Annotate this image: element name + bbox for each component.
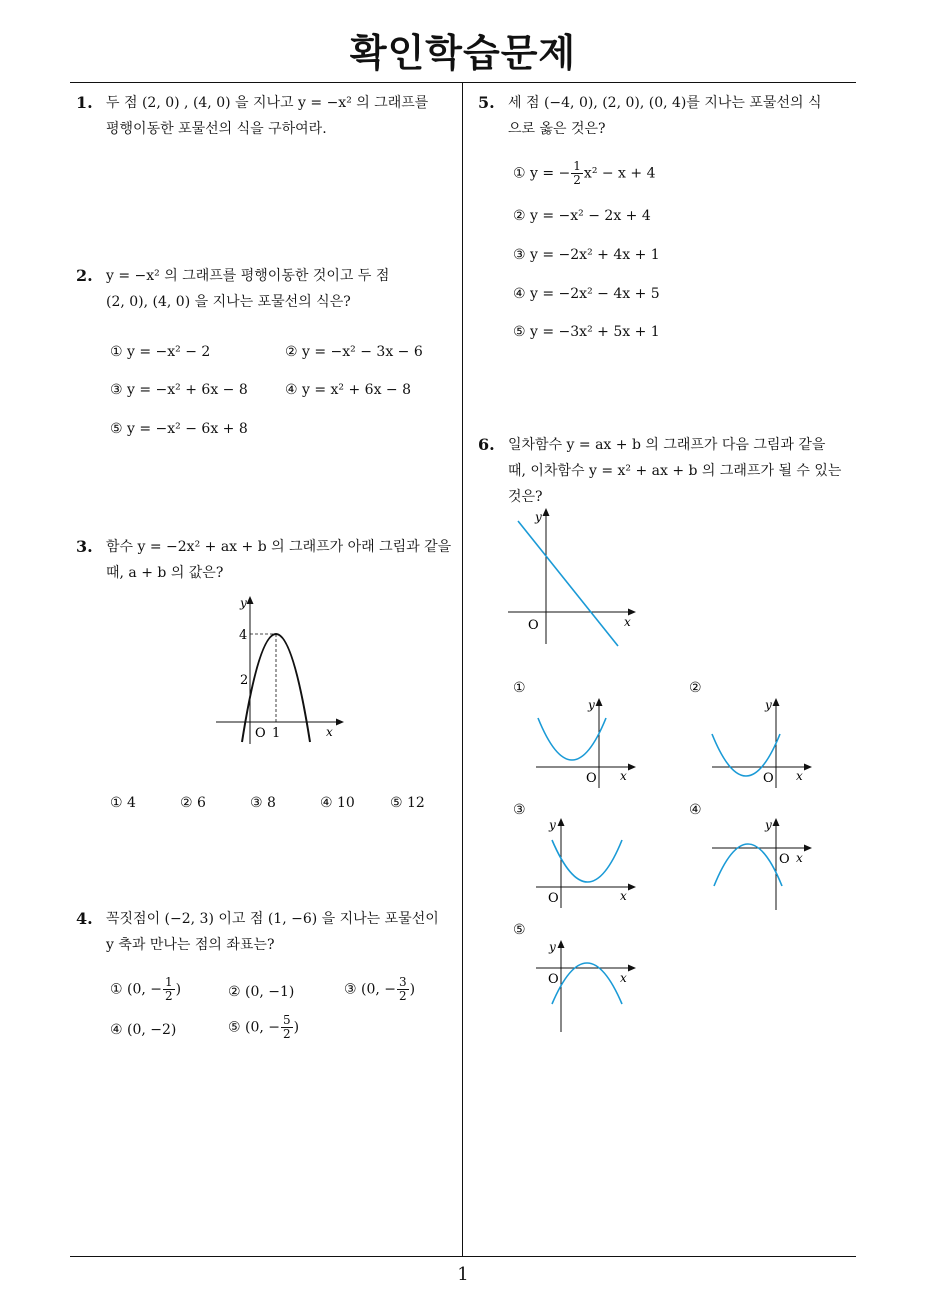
x-axis-arrow <box>336 719 344 726</box>
tick-label-y-4: 4 <box>239 628 248 643</box>
q6-option-3-graph[interactable] <box>532 812 640 912</box>
question-3 <box>76 534 456 586</box>
question-text: 꼭짓점이 (−2, 3) 이고 점 (1, −6) 을 지나는 포물선이 <box>106 911 439 927</box>
question-number: 2. <box>76 266 93 285</box>
answer-option[interactable]: ① y = −x² − 2 <box>110 344 211 360</box>
parabola-curve <box>552 840 622 882</box>
option-mark[interactable]: ④ <box>689 802 702 818</box>
x-axis-arrow <box>804 764 812 771</box>
y-axis-arrow <box>558 940 565 948</box>
option-text: ③ (0, − <box>344 981 397 998</box>
question-4 <box>76 906 466 958</box>
option-mark[interactable]: ② <box>689 680 702 696</box>
y-axis-label: y <box>549 940 556 954</box>
question-text: (2, 0), (4, 0) 을 지나는 포물선의 식은? <box>106 294 351 310</box>
tick-label-x: 1 <box>272 726 281 741</box>
question-text: 함수 y = −2x² + ax + b 의 그래프가 아래 그림과 같을 <box>106 539 452 555</box>
option-text: ④ (0, −2) <box>110 1022 177 1038</box>
answer-option[interactable]: ⑤ y = −x² − 6x + 8 <box>110 421 248 437</box>
fraction <box>571 160 583 187</box>
option-mark[interactable]: ① <box>513 680 526 696</box>
fraction-numerator: 3 <box>399 975 407 989</box>
y-axis-label: y <box>588 698 595 712</box>
question-text: y 축과 만나는 점의 좌표는? <box>106 937 275 953</box>
answer-option[interactable]: ③ y = −2x² + 4x + 1 <box>513 247 660 263</box>
column-divider <box>462 82 463 1256</box>
origin-label: O <box>528 618 539 633</box>
answer-option[interactable]: ⑤ y = −3x² + 5x + 1 <box>513 324 660 340</box>
option-text: ⑤ (0, − <box>228 1019 281 1036</box>
option-text: x² − x + 4 <box>583 165 656 182</box>
fraction-denominator: 2 <box>399 989 407 1003</box>
answer-option[interactable]: ③ 8 <box>250 795 276 811</box>
fraction-denominator: 2 <box>283 1027 291 1041</box>
tick-label-y-2: 2 <box>240 673 249 688</box>
answer-option[interactable]: ④ y = −2x² − 4x + 5 <box>513 286 660 302</box>
question-number: 5. <box>478 93 495 112</box>
question-text: 일차함수 y = ax + b 의 그래프가 다음 그림과 같을 <box>508 437 826 453</box>
answer-option[interactable] <box>344 976 415 1003</box>
answer-option[interactable]: ② y = −x² − 2x + 4 <box>513 208 651 224</box>
option-text: ② (0, −1) <box>228 984 295 1000</box>
question-text: 두 점 (2, 0) , (4, 0) 을 지나고 y = −x² 의 그래프를 <box>106 95 429 111</box>
question-1 <box>76 90 456 142</box>
fraction <box>281 1014 293 1041</box>
fraction-numerator: 1 <box>573 159 581 173</box>
answer-option[interactable]: ④ 10 <box>320 795 355 811</box>
parabola-curve <box>712 734 780 776</box>
x-axis-label: x <box>326 725 333 739</box>
origin-label: O <box>548 972 559 987</box>
question-text: 으로 옳은 것은? <box>508 121 606 137</box>
origin-label: O <box>548 891 559 906</box>
y-axis-arrow <box>773 818 780 826</box>
origin-label: O <box>255 726 266 741</box>
page-number: 1 <box>457 1264 469 1285</box>
answer-option[interactable]: ① 4 <box>110 795 136 811</box>
question-6 <box>478 432 868 510</box>
origin-label: O <box>763 771 774 786</box>
y-axis-arrow <box>596 698 603 706</box>
x-axis-label: x <box>620 889 627 903</box>
question-text: 때, a + b 의 값은? <box>106 565 224 581</box>
y-axis-label: y <box>765 698 772 712</box>
bottom-rule <box>70 1256 856 1257</box>
question-text: 평행이동한 포물선의 식을 구하여라. <box>106 121 327 137</box>
q6-option-2-graph[interactable] <box>708 692 816 792</box>
answer-option[interactable]: ② y = −x² − 3x − 6 <box>285 344 423 360</box>
page-title: 확인학습문제 <box>349 31 577 75</box>
question-number: 4. <box>76 909 93 928</box>
option-text: ) <box>175 981 182 998</box>
option-mark[interactable]: ③ <box>513 802 526 818</box>
answer-option[interactable] <box>228 1014 299 1041</box>
q3-parabola-graph <box>210 592 350 752</box>
option-mark[interactable]: ⑤ <box>513 922 526 938</box>
question-number: 6. <box>478 435 495 454</box>
answer-option[interactable] <box>513 160 656 187</box>
q6-option-5-graph[interactable] <box>532 934 640 1034</box>
x-axis-label: x <box>624 615 631 629</box>
y-axis-label: y <box>240 596 247 610</box>
option-text: ) <box>409 981 416 998</box>
y-axis-arrow <box>247 596 254 604</box>
parabola-curve <box>538 718 606 760</box>
x-axis-arrow <box>804 845 812 852</box>
answer-option[interactable] <box>110 1022 176 1038</box>
option-text: ) <box>293 1019 300 1036</box>
q6-option-1-graph[interactable] <box>532 692 640 792</box>
fraction-denominator: 2 <box>165 989 173 1003</box>
q6-linear-graph <box>506 506 642 648</box>
y-axis-label: y <box>765 818 772 832</box>
fraction-denominator: 2 <box>573 173 581 187</box>
answer-option[interactable]: ③ y = −x² + 6x − 8 <box>110 382 248 398</box>
fraction-numerator: 1 <box>165 975 173 989</box>
x-axis-label: x <box>796 851 803 865</box>
question-number: 1. <box>76 93 93 112</box>
question-number: 3. <box>76 537 93 556</box>
q6-option-4-graph[interactable] <box>708 812 816 912</box>
question-text: y = −x² 의 그래프를 평행이동한 것이고 두 점 <box>106 268 390 284</box>
top-rule <box>70 82 856 83</box>
fraction <box>397 976 409 1003</box>
x-axis-label: x <box>620 971 627 985</box>
question-5 <box>478 90 868 142</box>
origin-label: O <box>586 771 597 786</box>
y-axis-arrow <box>543 508 550 516</box>
answer-option[interactable] <box>110 976 181 1003</box>
y-axis-arrow <box>773 698 780 706</box>
answer-option[interactable]: ⑤ 12 <box>390 795 425 811</box>
fraction <box>163 976 175 1003</box>
question-2 <box>76 263 456 315</box>
option-text: ① (0, − <box>110 981 163 998</box>
x-axis-arrow <box>628 965 636 972</box>
x-axis-label: x <box>796 769 803 783</box>
question-text: 것은? <box>508 489 543 505</box>
question-text: 세 점 (−4, 0), (2, 0), (0, 4)를 지나는 포물선의 식 <box>508 95 822 111</box>
origin-label: O <box>779 852 790 867</box>
answer-option[interactable]: ④ y = x² + 6x − 8 <box>285 382 412 398</box>
answer-option[interactable]: ② 6 <box>180 795 206 811</box>
question-text: 때, 이차함수 y = x² + ax + b 의 그래프가 될 수 있는 <box>508 463 842 479</box>
x-axis-arrow <box>628 764 636 771</box>
answer-option[interactable] <box>228 984 294 1000</box>
x-axis-label: x <box>620 769 627 783</box>
parabola-curve <box>552 963 622 1004</box>
fraction-numerator: 5 <box>283 1013 291 1027</box>
parabola-curve <box>714 844 782 886</box>
x-axis-arrow <box>628 884 636 891</box>
y-axis-arrow <box>558 818 565 826</box>
y-axis-label: y <box>549 818 556 832</box>
option-text: ① y = − <box>513 165 571 182</box>
y-axis-label: y <box>535 510 542 524</box>
